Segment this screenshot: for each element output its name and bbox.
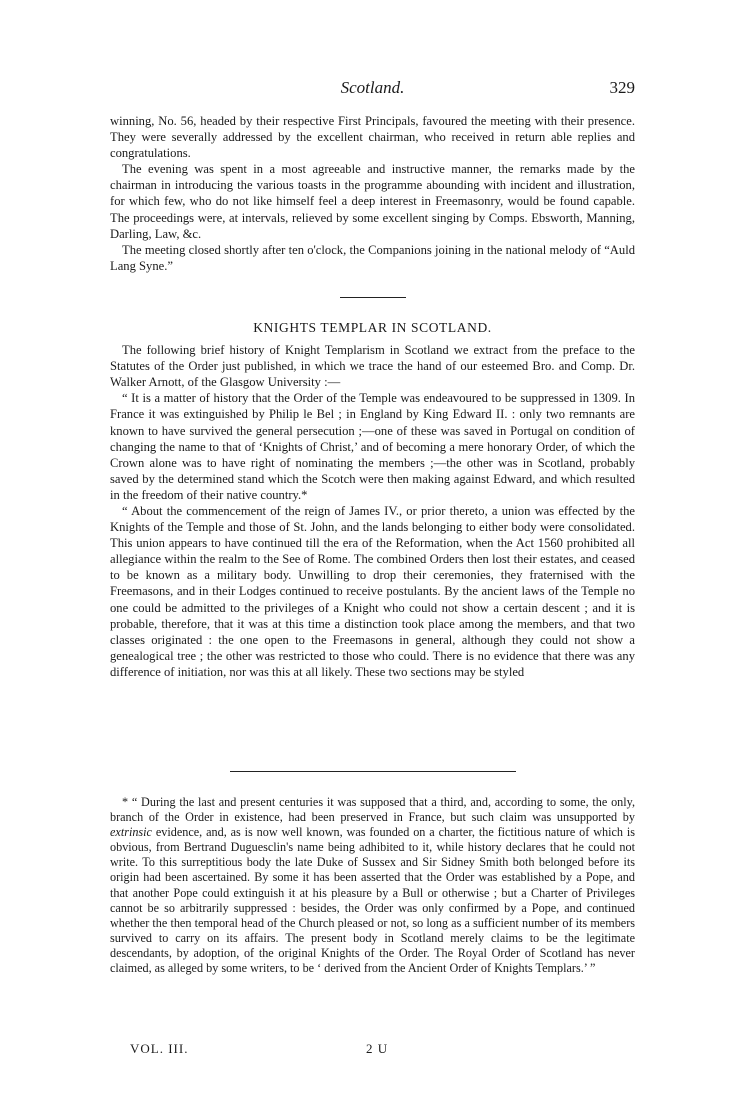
paragraph-history: “ It is a matter of history that the Order of the Temple was endeavoured to be suppressed in 1309. In France it was extinguished by Philip le Bel ; in England by King Edward II. : only two remnants are known to have survived the general persecution ;—one of these was saved in Portugal on condition of changing the name to that of ‘Knights of Christ,’ and of becoming a mere honorary Order, of which the Crown alone was to have right of nominating the members ;—the other was in Scotland, probably saved by the determined stand which the Scotch were then making against Edward, and which resulted in the freedom of their native country.* [110, 391, 635, 502]
signature-line [130, 1041, 610, 1059]
footnote-divider [230, 771, 516, 772]
paragraph-continuation: winning, No. 56, headed by their respective First Principals, favoured the meeting with their presence. They were severally addressed by the excellent chairman, who received in return able replies and congratulations. [110, 114, 635, 161]
page-number: 329 [609, 78, 635, 97]
footnote [110, 795, 635, 976]
section-title: KNIGHTS TEMPLAR IN SCOTLAND. [253, 319, 492, 335]
signature-mark: 2 U [366, 1041, 389, 1056]
footnote-rest: evidence, and, as is now well known, was founded on a charter, the fictitious nature of which is obvious, from Bertrand Duguesclin's name being adhibited to it, while history declares that he could not write. To this surreptitious body the late Duke of Sussex and Sir Sidney Smith both belonged before its origin had been ascertained. By some it has been asserted that the Order was established by a Pope, and that another Pope could extinguish it at his pleasure by a Bull or otherwise ; but a Charter of Privileges cannot be so arbitrarily suppressed : besides, the Order was only confirmed by a Pope, and continued whether the then temporal head of the Church pleased or not, so long as a sufficient number of its members survived to carry on its affairs. The present body in Scotland merely claims to be the legitimate descendants, by adoption, of the original Knights of the Order. The Royal Order of Scotland has never claimed, as alleged by some writers, to be ‘ derived from the Ancient Order of Knights Templars.’ ” [110, 825, 635, 976]
footnote-text [110, 795, 635, 976]
paragraph-meeting-closed: The meeting closed shortly after ten o'clock, the Companions joining in the national melody of “Auld Lang Syne.” [110, 242, 635, 273]
footnote-italic-word: extrinsic [110, 825, 152, 840]
section-divider [340, 297, 406, 298]
paragraph-evening: The evening was spent in a most agreeable and instructive manner, the remarks made by the chairman in introducing the various toasts in the programme abounding with incident and illustration, for which few, who do not like himself feel a deep interest in Freemasonry, would be found capable. The proceedings were, at intervals, relieved by some excellent singing by Comps. Ebsworth, Manning, Darling, Law, &c. [110, 162, 635, 241]
body-text [110, 113, 635, 680]
running-title: Scotland. [340, 78, 405, 97]
volume-label: VOL. III. [130, 1041, 189, 1056]
running-head [110, 78, 635, 102]
paragraph-union: “ About the commencement of the reign of James IV., or prior thereto, a union was effected by the Knights of the Temple and those of St. John, and the lands belonging to either body were consolidated. This union appears to have continued till the era of the Reformation, when the Act 1560 prohibited all allegiance within the realm to the See of Rome. The combined Orders then lost their estates, and ceased to be known as a military body. Unwilling to drop their ceremonies, they fraternised with the Freemasons, and in their Lodges continued to receive postulants. By the ancient laws of the Temple no one could be admitted to the privileges of a Knight who could not show a certain descent ; and it is probable, therefore, that it was at this time a distinction took place among the members, and that two classes originated : the one open to the Freemasons in general, although they could not show a genealogical tree ; the other was restricted to those who could. There is no evidence that there was any difference of initiation, nor was this at all likely. These two sections may be styled [110, 503, 635, 679]
footnote-lead: * “ During the last and present centuries it was supposed that a third, and, according to some, the only, branch of the Order in existence, had been preserved in France, but such claim was unsupported by [110, 795, 635, 825]
paragraph-intro: The following brief history of Knight Templarism in Scotland we extract from the preface to the Statutes of the Order just published, in which we trace the hand of our esteemed Bro. and Comp. Dr. Walker Arnott, of the Glasgow University :— [110, 343, 635, 390]
